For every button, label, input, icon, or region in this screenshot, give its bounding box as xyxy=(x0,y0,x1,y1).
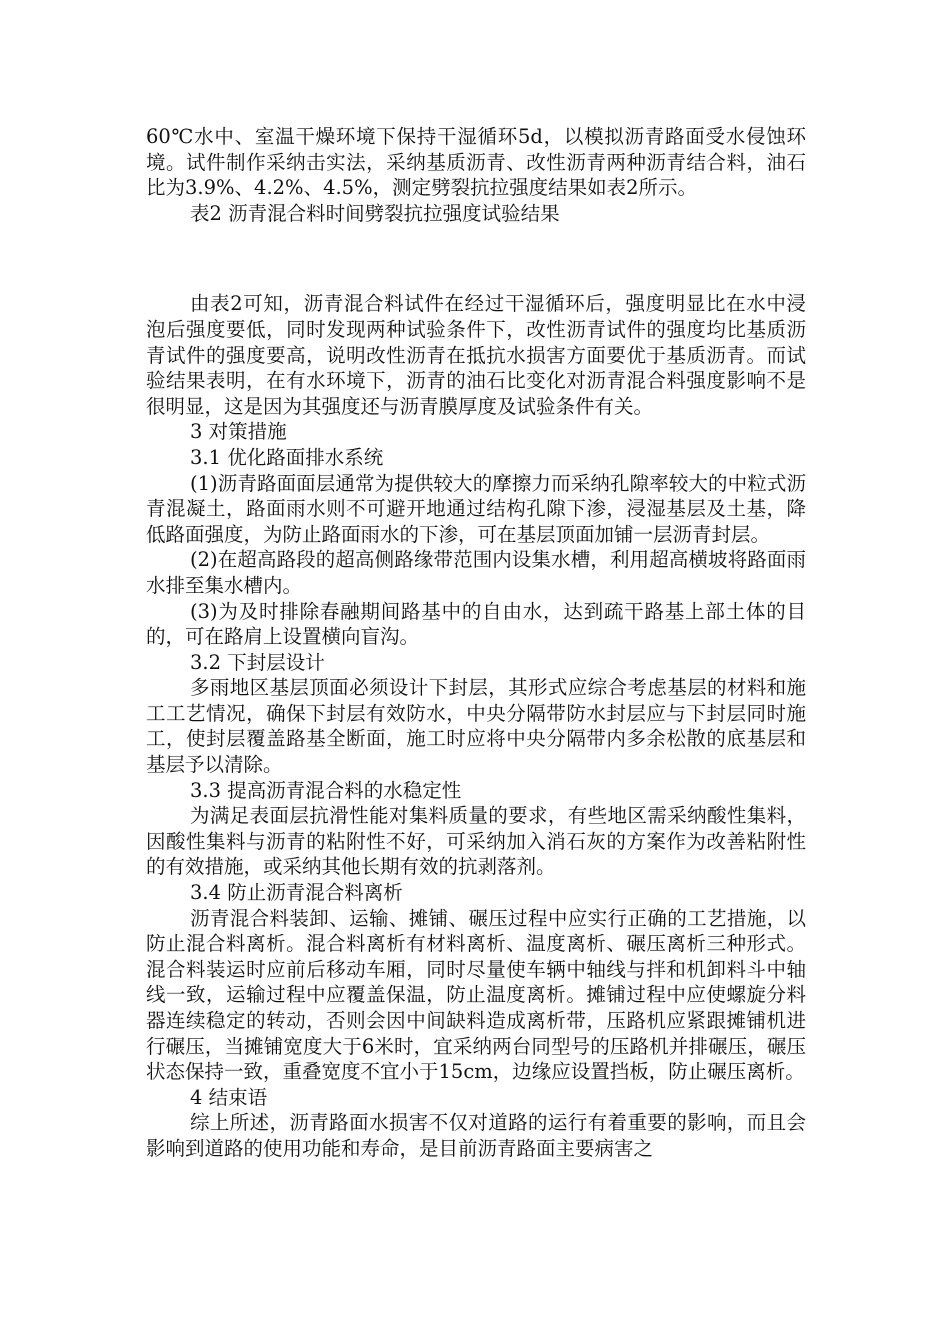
paragraph: 沥青混合料装卸、运输、摊铺、碾压过程中应实行正确的工艺措施，以防止混合料离析。混合料离析有材料离析、温度离析、碾压离析三种形式。混合料装运时应前后移动车厢，同时尽量使车辆中轴线与拌和机卸料斗中轴线一致，运输过程中应覆盖保温，防止温度离析。摊铺过程中应使螺旋分料器连续稳定的转动，否则会因中间缺料造成离析带，压路机应紧跟摊铺机进行碾压，当摊铺宽度大于6米时，宜采纳两台同型号的压路机并排碾压，碾压状态保持一致，重叠宽度不宜小于15cm，边缘应设置挡板，防止碾压离析。 xyxy=(146,906,806,1084)
section-heading: 3 对策措施 xyxy=(190,420,287,444)
subsection-heading: 3.2 下封层设计 xyxy=(190,650,325,674)
table-caption: 表2 沥青混合料时间劈裂抗拉强度试验结果 xyxy=(190,201,560,225)
subsection-heading: 3.4 防止沥青混合料离析 xyxy=(190,881,403,905)
paragraph: 多雨地区基层顶面必须设计下封层，其形式应综合考虑基层的材料和施工工艺情况，确保下封层有效防水，中央分隔带防水封层应与下封层同时施工，使封层覆盖路基全断面，施工时应将中央分隔带内多余松散的底基层和基层予以清除。 xyxy=(146,676,806,777)
table-placeholder xyxy=(146,226,806,291)
subsection-heading: 3.1 优化路面排水系统 xyxy=(190,445,384,469)
paragraph: 为满足表面层抗滑性能对集料质量的要求，有些地区需采纳酸性集料，因酸性集料与沥青的粘附性不好，可采纳加入消石灰的方案作为改善粘附性的有效措施，或采纳其他长期有效的抗剥落剂。 xyxy=(146,804,806,879)
section-heading: 4 结束语 xyxy=(190,1085,268,1109)
paragraph: (2)在超高路段的超高侧路缘带范围内设集水槽，利用超高横坡将路面雨水排至集水槽内。 xyxy=(146,548,806,597)
paragraph: 综上所述，沥青路面水损害不仅对道路的运行有着重要的影响，而且会影响到道路的使用功能和寿命，是目前沥青路面主要病害之 xyxy=(146,1111,806,1160)
subsection-heading: 3.3 提高沥青混合料的水稳定性 xyxy=(190,778,462,802)
paragraph: (3)为及时排除春融期间路基中的自由水，达到疏干路基上部土体的目的，可在路肩上设置横向盲沟。 xyxy=(146,599,806,649)
paragraph-intro-continuation: 60℃水中、室温干燥环境下保持干湿循环5d，以模拟沥青路面受水侵蚀环境。试件制作采纳击实法，采纳基质沥青、改性沥青两种沥青结合料，油石比为3.9%、4.2%、4.5%，测定劈裂抗拉强度结果如表2所示。 xyxy=(146,125,806,200)
paragraph-table-analysis: 由表2可知，沥青混合料试件在经过干湿循环后，强度明显比在水中浸泡后强度要低，同时发现两种试验条件下，改性沥青试件的强度均比基质沥青试件的强度要高，说明改性沥青在抵抗水损害方面要优于基质沥青。而试验结果表明，在有水环境下，沥青的油石比变化对沥青混合料强度影响不是很明显，这是因为其强度还与沥青膜厚度及试验条件有关。 xyxy=(146,292,806,418)
paragraph: (1)沥青路面面层通常为提供较大的摩擦力而采纳孔隙率较大的中粒式沥青混凝土，路面雨水则不可避开地通过结构孔隙下渗，浸湿基层及土基，降低路面强度，为防止路面雨水的下渗，可在基层顶面加铺一层沥青封层。 xyxy=(146,471,806,546)
document-page xyxy=(146,124,806,1162)
